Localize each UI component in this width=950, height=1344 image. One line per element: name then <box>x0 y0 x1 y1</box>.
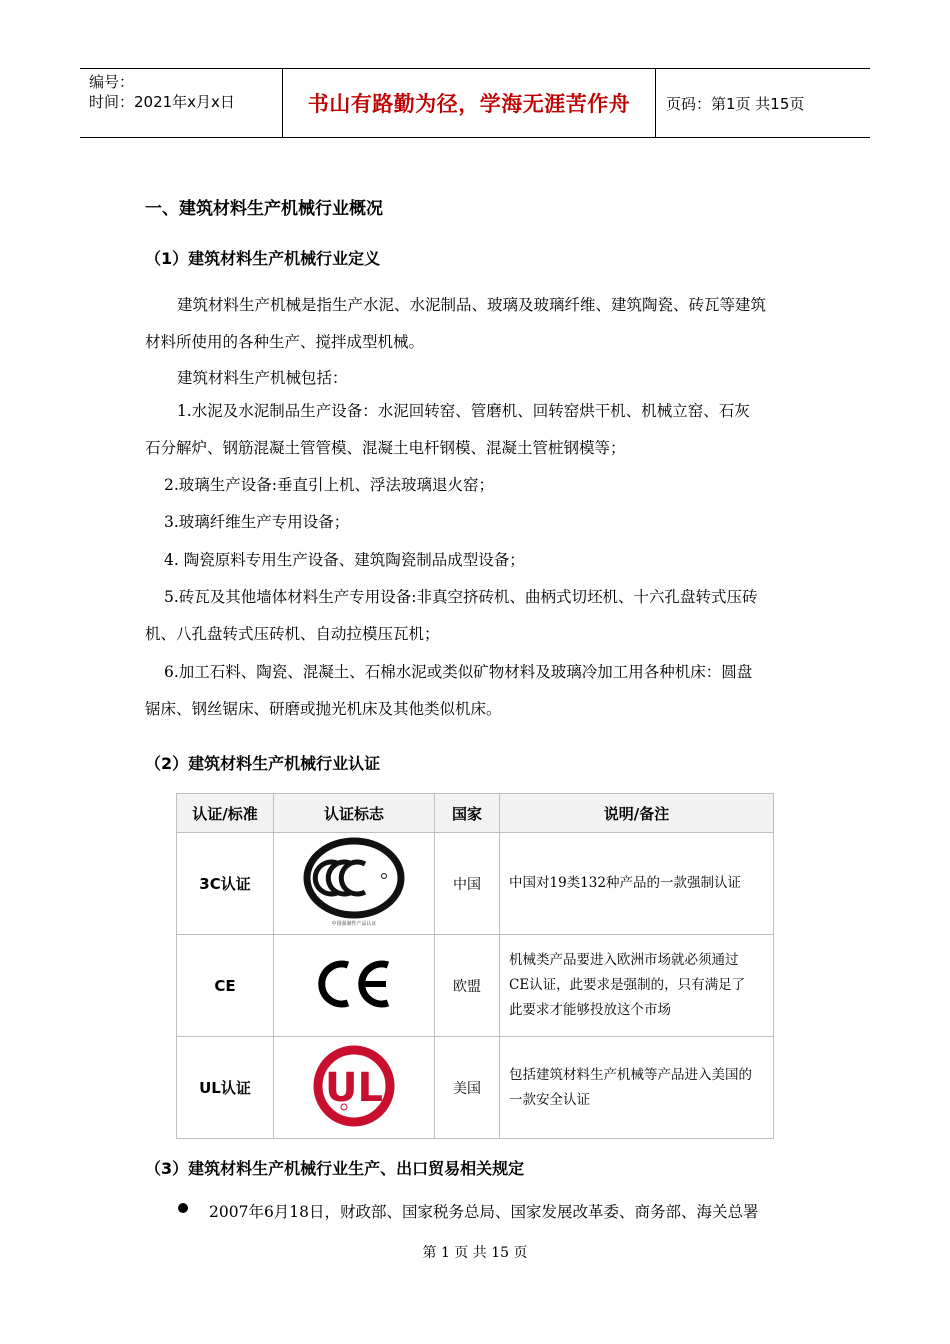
list-item: 2.玻璃生产设备:垂直引上机、浮法玻璃退火窑； <box>164 476 495 494</box>
list-item: 4. 陶瓷原料专用生产设备、建筑陶瓷制品成型设备； <box>164 551 525 569</box>
note-line: CE认证，此要求是强制的，只有满足了 <box>509 977 746 993</box>
paragraph-line: 建筑材料生产机械包括： <box>177 369 348 387</box>
bullet-icon <box>178 1203 188 1213</box>
header-page-info: 页码：第1页 共15页 <box>666 94 805 113</box>
cert-country: 美国 <box>435 1037 500 1139</box>
subsection-title-certification: （2）建筑材料生产机械行业认证 <box>145 754 381 773</box>
table-row <box>177 1037 774 1139</box>
note-line: 机械类产品要进入欧洲市场就必须通过 <box>509 952 739 968</box>
page-header <box>80 68 870 138</box>
cert-note <box>500 1037 774 1139</box>
cert-logo-cell <box>274 833 435 935</box>
list-item: 锯床、钢丝锯床、研磨或抛光机床及其他类似机床。 <box>145 700 502 718</box>
section-title: 一、建筑材料生产机械行业概况 <box>145 199 383 219</box>
column-header: 认证标志 <box>274 794 435 833</box>
cert-note <box>500 935 774 1037</box>
cert-name: 3C认证 <box>177 833 274 935</box>
subsection-title-regulations: （3）建筑材料生产机械行业生产、出口贸易相关规定 <box>145 1159 525 1178</box>
paragraph-line: 建筑材料生产机械是指生产水泥、水泥制品、玻璃及玻璃纤维、建筑陶瓷、砖瓦等建筑 <box>177 296 767 314</box>
header-meta <box>80 69 282 137</box>
svg-text:UL: UL <box>325 1064 383 1111</box>
cert-name: UL认证 <box>177 1037 274 1139</box>
cert-name: CE <box>177 935 274 1037</box>
note-line: 包括建筑材料生产机械等产品进入美国的 <box>509 1066 752 1083</box>
bullet-text: 2007年6月18日，财政部、国家税务总局、国家发展改革委、商务部、海关总署 <box>209 1203 759 1221</box>
cert-logo-cell <box>274 1037 435 1139</box>
cert-country: 欧盟 <box>435 935 500 1037</box>
certification-table <box>176 793 774 1139</box>
page-footer: 第 1 页 共 15 页 <box>422 1245 528 1261</box>
list-item: 3.玻璃纤维生产专用设备； <box>164 513 350 531</box>
document-date: 时间：2021年x月x日 <box>89 93 235 111</box>
note-line: 一款安全认证 <box>509 1091 590 1108</box>
document-number-label: 编号： <box>89 73 135 91</box>
column-header: 认证/标准 <box>177 794 274 833</box>
ce-mark-icon <box>314 958 394 1010</box>
table-row <box>177 935 774 1037</box>
table-row <box>177 833 774 935</box>
list-item: 6.加工石料、陶瓷、混凝土、石棉水泥或类似矿物材料及玻璃冷加工用各种机床：圆盘 <box>164 663 753 681</box>
list-item: 石分解炉、钢筋混凝土管管模、混凝土电杆钢模、混凝土管桩钢模等； <box>145 439 626 457</box>
note-line: 中国对19类132种产品的一款强制认证 <box>509 875 741 891</box>
header-motto: 书山有路勤为径，学海无涯苦作舟 <box>282 69 656 137</box>
list-item: 5.砖瓦及其他墙体材料生产专用设备:非真空挤砖机、曲柄式切坯机、十六孔盘转式压砖 <box>164 588 758 606</box>
list-item: 机、八孔盘转式压砖机、自动拉模压瓦机； <box>145 625 440 643</box>
cert-note <box>500 833 774 935</box>
column-header: 国家 <box>435 794 500 833</box>
note-line: 此要求才能够投放这个市场 <box>509 1002 671 1018</box>
cert-logo-cell <box>274 935 435 1037</box>
table-header-row <box>177 794 774 833</box>
column-header: 说明/备注 <box>500 794 774 833</box>
paragraph-line: 材料所使用的各种生产、搅拌成型机械。 <box>145 333 425 351</box>
subsection-title-definition: （1）建筑材料生产机械行业定义 <box>145 249 381 268</box>
ccc-mark-icon <box>298 836 410 928</box>
ccc-caption: 中国强制性产品认证 <box>331 920 377 927</box>
cert-country: 中国 <box>435 833 500 935</box>
list-item: 1.水泥及水泥制品生产设备：水泥回转窑、管磨机、回转窑烘干机、机械立窑、石灰 <box>177 402 750 420</box>
ul-mark-icon <box>311 1043 397 1129</box>
